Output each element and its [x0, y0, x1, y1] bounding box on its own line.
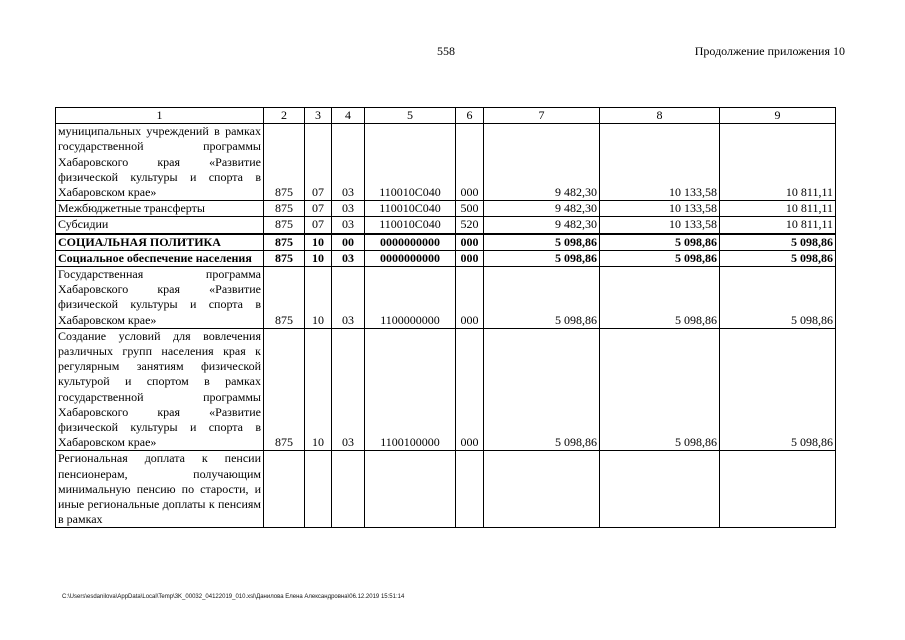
cell-subsection: 03 [332, 328, 365, 451]
cell-subsection: 03 [332, 217, 365, 234]
cell-subsection: 03 [332, 267, 365, 329]
continuation-header: Продолжение приложения 10 [694, 44, 845, 58]
row-name: Региональная доплата к пенсии пенсионерам, получающим минимальную пенсию по старости, и иные региональные доплаты к пенсиям в рамках [56, 451, 264, 528]
cell-section: 10 [305, 234, 332, 251]
cell-expense-type [456, 451, 484, 528]
cell-amount-1: 5 098,86 [484, 234, 600, 251]
row-name: муниципальных учреждений в рамках государственной программы Хабаровского края «Развитие физической культуры и спорта в Хабаровском крае» [56, 124, 264, 201]
cell-amount-1: 9 482,30 [484, 217, 600, 234]
cell-amount-2: 10 133,58 [600, 201, 720, 217]
column-header: 4 [332, 108, 365, 124]
cell-target-article: 0000000000 [365, 234, 456, 251]
column-header: 8 [600, 108, 720, 124]
cell-section: 07 [305, 201, 332, 217]
cell-amount-3: 5 098,86 [720, 328, 836, 451]
row-name: Субсидии [56, 217, 264, 234]
cell-expense-type: 000 [456, 124, 484, 201]
cell-amount-1: 5 098,86 [484, 328, 600, 451]
table-row [56, 451, 836, 528]
column-header: 9 [720, 108, 836, 124]
file-path-footer: C:\Users\esdanilova\AppData\Local\Temp\3K_00032_04122019_010.xsl\Данилова Елена Александровна\06.12.2019 15:51:14 [62, 594, 405, 600]
column-header: 3 [305, 108, 332, 124]
table-row [56, 124, 836, 201]
cell-section: 07 [305, 217, 332, 234]
cell-amount-2: 5 098,86 [600, 267, 720, 329]
cell-amount-2: 5 098,86 [600, 234, 720, 251]
cell-amount-3 [720, 451, 836, 528]
cell-subsection: 03 [332, 124, 365, 201]
cell-expense-type: 520 [456, 217, 484, 234]
cell-amount-1: 5 098,86 [484, 267, 600, 329]
table-row [56, 234, 836, 251]
budget-table [55, 107, 836, 528]
column-header: 7 [484, 108, 600, 124]
table-row [56, 267, 836, 329]
row-name: СОЦИАЛЬНАЯ ПОЛИТИКА [56, 234, 264, 251]
cell-expense-type: 000 [456, 250, 484, 266]
cell-subsection: 00 [332, 234, 365, 251]
cell-section: 10 [305, 328, 332, 451]
page-number: 558 [437, 44, 455, 58]
cell-amount-1: 9 482,30 [484, 201, 600, 217]
cell-amount-1: 5 098,86 [484, 250, 600, 266]
cell-amount-2: 10 133,58 [600, 217, 720, 234]
cell-amount-3: 10 811,11 [720, 217, 836, 234]
cell-expense-type: 000 [456, 234, 484, 251]
cell-admin-code: 875 [264, 201, 305, 217]
cell-amount-1 [484, 451, 600, 528]
cell-admin-code [264, 451, 305, 528]
cell-target-article [365, 451, 456, 528]
cell-expense-type: 000 [456, 328, 484, 451]
cell-admin-code: 875 [264, 234, 305, 251]
cell-admin-code: 875 [264, 124, 305, 201]
cell-subsection: 03 [332, 201, 365, 217]
cell-expense-type: 500 [456, 201, 484, 217]
header-row [56, 108, 836, 124]
cell-amount-2: 5 098,86 [600, 328, 720, 451]
column-header: 2 [264, 108, 305, 124]
table-row [56, 217, 836, 234]
cell-target-article: 110010С040 [365, 217, 456, 234]
cell-target-article: 0000000000 [365, 250, 456, 266]
cell-amount-3: 10 811,11 [720, 124, 836, 201]
cell-expense-type: 000 [456, 267, 484, 329]
cell-admin-code: 875 [264, 250, 305, 266]
table-row [56, 201, 836, 217]
cell-admin-code: 875 [264, 217, 305, 234]
cell-amount-3: 5 098,86 [720, 234, 836, 251]
table-row [56, 250, 836, 266]
cell-amount-2: 5 098,86 [600, 250, 720, 266]
row-name: Социальное обеспечение населения [56, 250, 264, 266]
cell-section: 07 [305, 124, 332, 201]
cell-subsection [332, 451, 365, 528]
row-name: Межбюджетные трансферты [56, 201, 264, 217]
table-row [56, 328, 836, 451]
cell-target-article: 1100100000 [365, 328, 456, 451]
column-header: 5 [365, 108, 456, 124]
cell-section [305, 451, 332, 528]
column-header: 1 [56, 108, 264, 124]
row-name: Создание условий для вовлечения различных групп населения края к регулярным занятиям физической культурой и спортом в рамках государственной программы Хабаровского края «Развитие физической культуры и спорта в Хабаровском крае» [56, 328, 264, 451]
cell-amount-1: 9 482,30 [484, 124, 600, 201]
cell-subsection: 03 [332, 250, 365, 266]
cell-target-article: 110010С040 [365, 124, 456, 201]
cell-amount-3: 5 098,86 [720, 267, 836, 329]
cell-section: 10 [305, 250, 332, 266]
cell-admin-code: 875 [264, 328, 305, 451]
cell-amount-2 [600, 451, 720, 528]
cell-amount-3: 10 811,11 [720, 201, 836, 217]
cell-section: 10 [305, 267, 332, 329]
cell-amount-2: 10 133,58 [600, 124, 720, 201]
row-name: Государственная программа Хабаровского края «Развитие физической культуры и спорта в Хабаровском крае» [56, 267, 264, 329]
cell-amount-3: 5 098,86 [720, 250, 836, 266]
cell-target-article: 1100000000 [365, 267, 456, 329]
column-header: 6 [456, 108, 484, 124]
cell-admin-code: 875 [264, 267, 305, 329]
cell-target-article: 110010С040 [365, 201, 456, 217]
